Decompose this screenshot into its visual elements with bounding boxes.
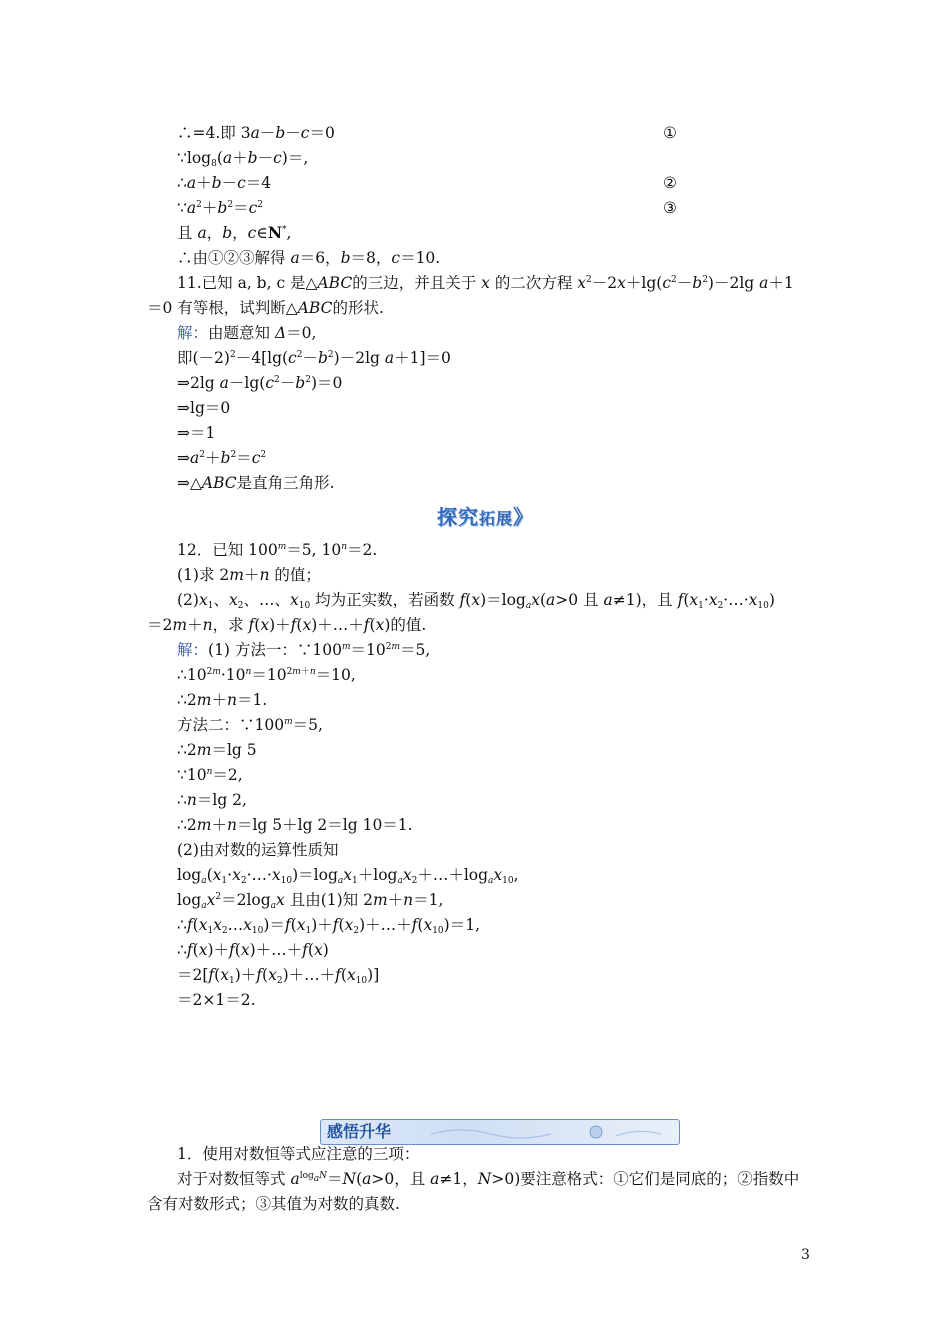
problem-12-part-2-line-1: $(2)x_1$、$x_2$、…、$x_{10}$ 均为正实数，若函数 $f(x)=\log_ax(a>0$ 且 a≠1)，且 $f(x_1\cdot x_2\cdot\dots\cdot x_{10})$	[177, 591, 775, 611]
banner-ornament-icon	[421, 1122, 671, 1142]
solution-12-line-7: ∴n＝lg 2,	[177, 791, 247, 809]
summary-point-1: 1．使用对数恒等式应注意的三项：	[177, 1145, 420, 1163]
solution-12-line-14: $=2[f(x_1)+f(x_2)+\dots+f(x_{10})]$	[177, 966, 380, 986]
solution-11-step-4: ⇒＝1	[177, 424, 216, 442]
solution-11-step-5: $\Rightarrow a^2+b^2=c^2$	[177, 449, 267, 467]
problem-11-line-1: 11.已知 a, b, c 是△ABC的三边，并且关于 x 的二次方程 $x^2-2x+\lg(c^2-b^2)-2\lg$ a＋1	[177, 274, 794, 292]
equation-marker-2: ②	[663, 174, 677, 192]
solution-12-line-15: ＝2×1＝2.	[177, 991, 256, 1009]
solution-12-line-9: (2)由对数的运算性质知	[177, 841, 339, 859]
line-6: ∴由①②③解得 a＝6，b＝8，c＝10.	[177, 249, 441, 267]
line-4: $\because a^2+b^2=c^2$ ③	[177, 199, 677, 217]
line-2: $\because\log_8(a+b-c)=$,	[177, 149, 309, 169]
problem-11-line-2: ＝0 有等根，试判断△ABC的形状.	[147, 299, 384, 317]
solution-12-line-8: ∴2m＋n＝lg 5＋lg 2＝lg 10＝1.	[177, 816, 413, 834]
insight-banner-label: 感悟升华	[327, 1122, 392, 1141]
solution-11-intro: 解：由题意知 Δ＝0,	[177, 324, 317, 342]
insight-summary-banner	[320, 1119, 680, 1145]
solution-12-line-4: 方法二：$\because 100^m=5$,	[177, 716, 323, 734]
banner-explore-small: 拓展	[479, 509, 514, 528]
problem-12-part-2-line-2: ＝2m＋n，求 f(x)＋f(x)＋…＋f(x)的值.	[147, 616, 427, 634]
summary-point-1-detail-2: 含有对数形式；③其值为对数的真数.	[147, 1195, 400, 1213]
solution-11-conclusion: ⇒△ABC是直角三角形.	[177, 474, 335, 492]
solution-12-line-1: 解：(1) 方法一：$\because 100^m=10^{2m}=5$,	[177, 641, 431, 659]
solution-11-step-1: 即$(-2)^2-4[\lg(c^2-b^2)-2\lg$ a＋1]＝0	[177, 349, 451, 367]
explore-extend-banner	[437, 503, 553, 531]
solution-12-line-3: ∴2m＋n＝1.	[177, 691, 268, 709]
solution-11-step-3: ⇒lg＝0	[177, 399, 231, 417]
banner-explore-big: 探究	[437, 505, 479, 529]
page-number: 3	[801, 1247, 810, 1263]
line-5: 且 a，b，c∈N*,	[177, 223, 292, 242]
solution-12-line-5: ∴2m＝lg 5	[177, 741, 257, 759]
solution-12-line-13: ∴f(x)＋f(x)＋…＋f(x)	[177, 941, 329, 959]
solution-12-line-2: $\therefore 10^{2m}\cdot 10^n=10^{2m+n}=10$,	[177, 666, 356, 684]
equation-marker-3: ③	[663, 199, 677, 217]
solution-12-line-12: $\therefore f(x_1x_2\dots x_{10})=f(x_1)+f(x_2)+\dots+f(x_{10})=1$,	[177, 916, 480, 936]
line-1: ∴=4.即 3a－b－c＝0 ①	[177, 124, 677, 142]
line-3: ∴a＋b－c＝4 ②	[177, 174, 677, 192]
equation-marker-1: ①	[663, 124, 677, 142]
problem-12-line-1: 12．已知 $100^m=5$, $10^n=2$.	[177, 541, 378, 559]
solution-12-line-6: $\because 10^n=2$,	[177, 766, 243, 784]
solution-12-line-11: $\log_ax^2=2\log_ax$ 且由(1)知 2m＋n＝1,	[177, 891, 444, 911]
problem-12-part-1: (1)求 2m＋n 的值；	[177, 566, 321, 584]
summary-point-1-detail-1: 对于对数恒等式 $a^{log_aN}=N(a>0$，且 a≠1，N>0)要注意格式：①它们是同底的；②指数中	[177, 1170, 800, 1188]
banner-arrow-icon: 》	[513, 505, 535, 529]
solution-12-line-10: $\log_a(x_1\cdot x_2\cdot\dots\cdot x_{10})=\log_ax_1+\log_ax_2+\dots+\log_ax_{10}$,	[177, 866, 519, 886]
solution-11-step-2: ⇒2lg $a-\lg(c^2-b^2)=0$	[177, 374, 343, 392]
